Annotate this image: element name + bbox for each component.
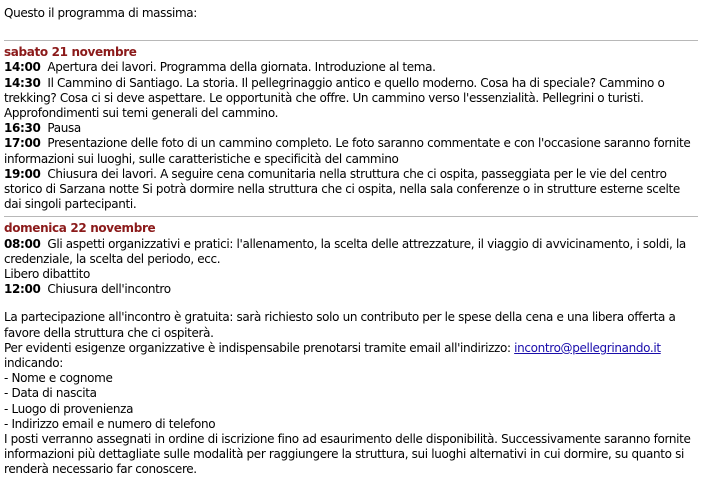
schedule-item <box>4 136 700 166</box>
schedule-text: Il Cammino di Santiago. La storia. Il pellegrinaggio antico e quello moderno. Cosa ha di speciale? Cammino o trekking? Cosa ci si deve aspettare. Le opportunità che offre. Un cammino verso l'essenzialità. Pellegrini o turisti. Approfondimenti sui temi generali del cammino. <box>4 75 665 121</box>
schedule-item <box>4 60 700 75</box>
email-link[interactable]: incontro@pellegrinando.it <box>514 340 661 355</box>
divider <box>4 40 698 41</box>
schedule-time: 12:00 <box>4 282 41 297</box>
schedule-text: Gli aspetti organizzativi e pratici: l'allenamento, la scelta delle attrezzature, il viaggio di avvicinamento, i soldi, la credenziale, la scelta del periodo, ecc. <box>4 236 686 266</box>
divider <box>4 216 698 217</box>
schedule-text: Pausa <box>47 121 81 136</box>
schedule-time: 14:30 <box>4 75 41 90</box>
field-item: - Indirizzo email e numero di telefono <box>4 416 216 431</box>
field-item: - Data di nascita <box>4 386 97 401</box>
schedule-text: Presentazione delle foto di un cammino completo. Le foto saranno commentate e con l'occasione saranno fornite informazioni sui luoghi, sulle caratteristiche e specificità del cammino <box>4 136 691 166</box>
participation-note: La partecipazione all'incontro è gratuita: sarà richiesto solo un contributo per le spese della cena e una libera offerta a favore della struttura che ci ospiterà. <box>4 310 676 340</box>
schedule-item <box>4 121 700 136</box>
closing-note: I posti verranno assegnati in ordine di iscrizione fino ad esaurimento delle disponibilità. Successivamente saranno fornite informazioni più dettagliate sulle modalità per raggiungere la struttura, sui luoghi alternativi in cui dormire, su quanto si renderà necessario far conoscere. <box>4 432 691 477</box>
field-item: - Luogo di provenienza <box>4 401 134 416</box>
day-heading-saturday: sabato 21 novembre <box>4 45 137 60</box>
schedule-item <box>4 237 700 267</box>
registration-text-after: indicando: <box>4 356 63 371</box>
intro-text: Questo il programma di massima: <box>4 6 197 20</box>
field-item: - Nome e cognome <box>4 371 113 386</box>
schedule-text: Chiusura dei lavori. A seguire cena comunitaria nella struttura che ci ospita, passeggiata per le vie del centro storico di Sarzana notte Si potrà dormire nella struttura che ci ospita, nella sala conferenze o in strutture esterne scelte dai singoli partecipanti. <box>4 166 680 212</box>
schedule-text: Chiusura dell'incontro <box>47 282 171 297</box>
schedule-item <box>4 282 700 297</box>
schedule-time: 14:00 <box>4 60 41 75</box>
registration-note <box>4 341 700 371</box>
schedule-text: Apertura dei lavori. Programma della giornata. Introduzione al tema. <box>47 60 436 75</box>
registration-text: Per evidenti esigenze organizzative è indispensabile prenotarsi tramite email all'indirizzo: <box>4 340 515 355</box>
schedule-item <box>4 167 700 213</box>
day-heading-sunday: domenica 22 novembre <box>4 221 156 236</box>
schedule-time: 17:00 <box>4 136 41 151</box>
schedule-time: 08:00 <box>4 236 41 251</box>
schedule-item <box>4 76 700 122</box>
free-discussion: Libero dibattito <box>4 267 90 282</box>
schedule-time: 19:00 <box>4 166 41 181</box>
schedule-time: 16:30 <box>4 121 41 136</box>
